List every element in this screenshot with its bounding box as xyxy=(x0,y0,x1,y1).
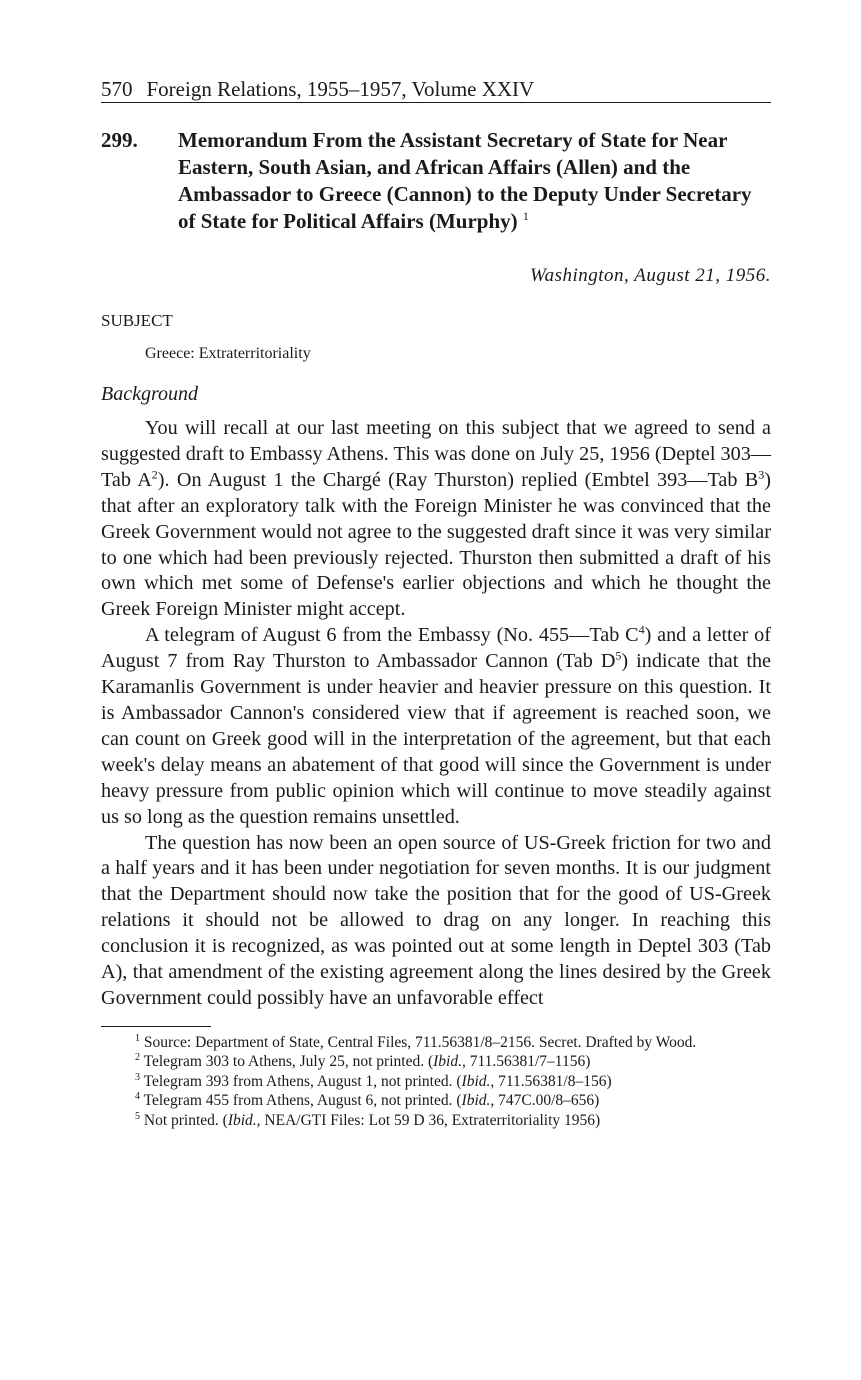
footnote-number: 2 xyxy=(135,1052,140,1064)
subject-text: Greece: Extraterritoriality xyxy=(145,345,311,362)
footnote-text: Telegram 393 from Athens, August 1, not printed. ( xyxy=(143,1072,462,1090)
body-text xyxy=(101,416,771,1012)
footnote-text: , 711.56381/7–1156) xyxy=(461,1053,591,1071)
footnote-text: Telegram 303 to Athens, July 25, not printed. ( xyxy=(143,1053,434,1071)
paragraph-text: ) that after an exploratory talk with the Foreign Minister he was convinced that the Greek Government would not agree to the suggested draft since it was very similar to one which had been previously rejected. Thurston then submitted a draft of his own which met some of Defense's earlier objections and which he thought the Greek Foreign Minister might accept. xyxy=(101,468,771,621)
footnote xyxy=(101,1091,771,1111)
footnote-ibid: Ibid. xyxy=(227,1111,257,1129)
subject-label: SUBJECT xyxy=(101,311,173,330)
paragraph: The question has now been an open source of US-Greek friction for two and a half years and it has been under negotiation for seven months. It is our judgment that the Department should now take the position that for the good of US-Greek relations it should not be allowed to drag on any longer. In reaching this conclusion it is recognized, as was pointed out at some length in Deptel 303 (Tab A), that amendment of the existing agreement along the lines desired by the Greek Government could possibly have an unfavorable effect xyxy=(101,831,771,1009)
footnote-text: Telegram 455 from Athens, August 6, not printed. ( xyxy=(143,1092,462,1110)
paragraph-text: You will recall at our last meeting on this subject that we agreed to send a suggested draft to Embassy Athens. This was done on July 25, 1956 (Deptel 303—Tab A xyxy=(101,417,771,491)
dateline: Washington, August 21, 1956. xyxy=(530,265,771,286)
paragraph-text: A telegram of August 6 from the Embassy (No. 455—Tab C xyxy=(145,624,639,647)
footnote-divider xyxy=(101,1026,211,1027)
footnote-ref[interactable]: 3 xyxy=(758,467,765,482)
section-heading: Background xyxy=(101,383,199,405)
footnote-number: 3 xyxy=(135,1071,140,1083)
document-title-text: Memorandum From the Assistant Secretary of State for Near Eastern, South Asian, and African Affairs (Allen) and the Ambassador to Greece (Cannon) to the Deputy Under Secretary of State for Political Affairs (Murphy) xyxy=(178,128,752,233)
paragraph-text: ) indicate that the Karamanlis Government is under heavier and heavier pressure on this question. It is Ambassador Cannon's considered view that if agreement is reached soon, we can count on Greek good will in the interpretation of the agreement, but that each week's delay means an abatement of that good will since the Government is under heavy pressure from public opinion which will continue to move steadily against us so long as the question remains unsettled. xyxy=(101,650,771,828)
document-page xyxy=(101,76,771,1130)
paragraph xyxy=(101,623,771,830)
document-heading xyxy=(101,127,771,235)
footnote-number: 5 xyxy=(135,1110,140,1122)
document-number: 299. xyxy=(101,128,138,152)
footnote-text: , 747C.00/8–656) xyxy=(490,1092,600,1110)
footnote-ref[interactable]: 2 xyxy=(151,467,158,482)
footnote-ref[interactable]: 4 xyxy=(638,622,645,637)
document-title xyxy=(178,127,771,235)
footnote-ibid: Ibid. xyxy=(461,1072,491,1090)
footnote xyxy=(101,1052,771,1072)
footnote-ref[interactable]: 1 xyxy=(522,209,529,223)
running-head xyxy=(101,76,771,103)
paragraph-text: ). On August 1 the Chargé (Ray Thurston) replied (Embtel 393—Tab B xyxy=(157,468,759,491)
footnote-ibid: Ibid. xyxy=(433,1053,462,1071)
footnotes xyxy=(101,1033,771,1131)
footnote xyxy=(101,1033,771,1053)
footnote xyxy=(101,1111,771,1131)
paragraph xyxy=(101,416,771,623)
paragraph-text: ) and a letter of August 7 from Ray Thurston to Ambassador Cannon (Tab D xyxy=(101,624,771,673)
page-number: 570 xyxy=(101,77,133,101)
footnote-ref[interactable]: 5 xyxy=(615,648,622,663)
volume-title: Foreign Relations, 1955–1957, Volume XXIV xyxy=(146,77,535,101)
footnote-number: 1 xyxy=(135,1032,140,1044)
footnote-ibid: Ibid. xyxy=(461,1092,491,1110)
footnote-text: , 711.56381/8–156) xyxy=(490,1072,612,1090)
footnote-text: Source: Department of State, Central Files, 711.56381/8–2156. Secret. Drafted by Wood. xyxy=(143,1033,697,1051)
footnote-text: , NEA/GTI Files: Lot 59 D 36, Extraterritoriality 1956) xyxy=(256,1111,601,1129)
footnote-text: Not printed. ( xyxy=(143,1111,228,1129)
footnote-number: 4 xyxy=(135,1091,140,1103)
footnote xyxy=(101,1072,771,1092)
